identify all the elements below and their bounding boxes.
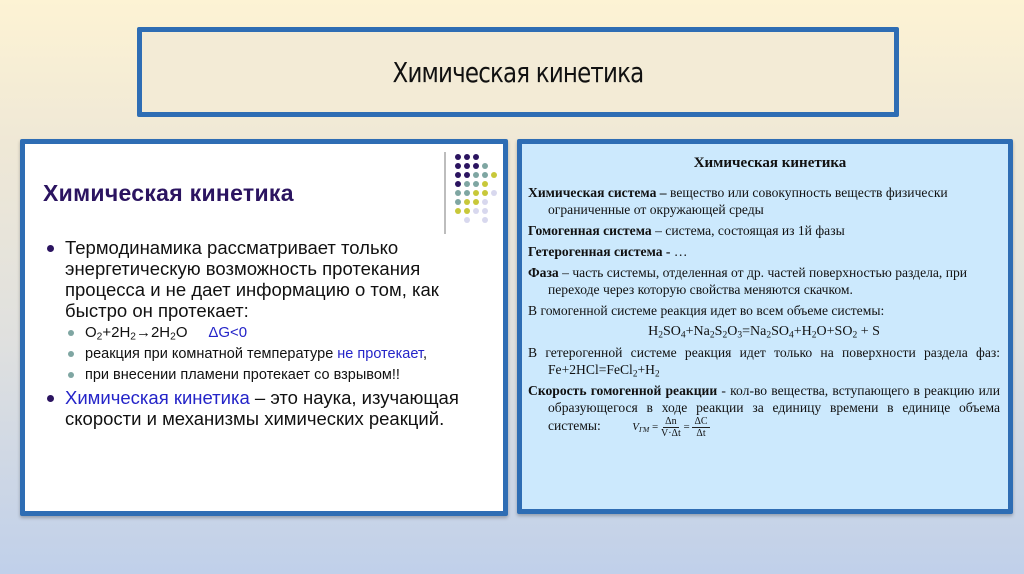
dot (464, 172, 470, 178)
heterogeneous-equation: $Fe+2HCl=FeCl_2+H_2$ (548, 362, 660, 379)
dot (464, 163, 470, 169)
dot (491, 154, 497, 160)
rate-formula: $V_{ГМ}$ = $\frac{\Delta n}{V\cdot\Delta t}$ = $\frac{\Delta C}{\Delta t}$ (632, 416, 708, 439)
dot (455, 199, 461, 205)
right-panel-heading: Химическая кинетика (693, 155, 847, 171)
dot (482, 163, 488, 169)
left-panel-heading: Химическая кинетика (43, 180, 294, 206)
dot (464, 208, 470, 214)
definition-phase: Фаза – часть системы, отделенная от др. частей поверхностью раздела, при переходе через которую свойства меняются скачком. (528, 265, 968, 297)
dot (464, 217, 470, 223)
heterogeneous-text: В гетерогенной системе реакция идет только на поверхности раздела фаз: $Fe+2HCl=FeCl_2+H_2$ (528, 345, 1000, 379)
dot (464, 154, 470, 160)
dot (455, 208, 461, 214)
dot (464, 190, 470, 196)
dot (482, 190, 488, 196)
dot (464, 199, 470, 205)
dot (482, 181, 488, 187)
sub-bullet-dot-icon (68, 372, 74, 378)
dot (482, 172, 488, 178)
dot (491, 181, 497, 187)
dot (482, 154, 488, 160)
sub-bullet-flame: при внесении пламени протекает со взрывом!! (43, 366, 503, 384)
homogeneous-text: В гомогенной системе реакция идет во всем объеме системы: (528, 303, 885, 318)
rate-definition: Скорость гомогенной реакции - кол-во вещества, вступающего в реакцию или образующегося в ходе реакции за единицу времени в единице объема системы: $V_{ГМ}$ = $\frac{\Delta n}{V\cdot\Delta t}$ = $\frac{\Delta C}{\Delta t}$ (528, 383, 1000, 439)
definition-chemical-system: Химическая система – вещество или совокупность веществ физически ограниченные от окружающей среды (528, 185, 948, 217)
bullet-kinetics-definition: Химическая кинетика – это наука, изучающая скорости и механизмы химических реакций. (43, 387, 503, 429)
homogeneous-equation: $H_2SO_4+Na_2S_2O_3=Na_2SO_4+H_2O+SO_2 + S$ (648, 324, 880, 341)
dot (482, 208, 488, 214)
dot (455, 172, 461, 178)
dot (491, 208, 497, 214)
dot-grid-icon (455, 154, 500, 226)
bullet-dot-icon (47, 395, 54, 402)
dot (455, 217, 461, 223)
slide-title-box (137, 27, 899, 117)
dot (473, 154, 479, 160)
dot (455, 154, 461, 160)
divider-line (444, 152, 446, 234)
dot (491, 217, 497, 223)
sub-bullet-dot-icon (68, 351, 74, 357)
dot (464, 181, 470, 187)
highlight-text: Химическая кинетика (65, 387, 250, 408)
dot (491, 163, 497, 169)
highlight-text: не протекает (337, 346, 423, 362)
sub-bullet-formula (43, 324, 503, 342)
sub-bullet-dot-icon (68, 330, 74, 336)
dot (491, 199, 497, 205)
dot (482, 199, 488, 205)
dot (473, 217, 479, 223)
bullet-thermodynamics (43, 237, 503, 321)
dot (473, 208, 479, 214)
left-slide-panel (20, 139, 508, 516)
dot (455, 181, 461, 187)
dot (455, 190, 461, 196)
dot (473, 181, 479, 187)
dot (473, 199, 479, 205)
left-bullet-list (43, 237, 503, 432)
definition-homogeneous: Гомогенная система – система, состоящая из 1й фазы (528, 223, 845, 238)
dot (473, 163, 479, 169)
water-formula: $O_2+2H_2\to 2H_2O$ (85, 324, 188, 343)
sub-bullet-room-temp: реакция при комнатной температуре не протекает, (43, 345, 503, 363)
dot (473, 172, 479, 178)
right-panel-content (528, 144, 1000, 443)
definition-heterogeneous: Гетерогенная система - … (528, 244, 688, 259)
dot (473, 190, 479, 196)
slide-title: Химическая кинетика (392, 55, 644, 89)
dot (491, 172, 497, 178)
dot (491, 190, 497, 196)
bullet-text: Термодинамика рассматривает только энергетическую возможность протекания процесса и не дает информацию о том, как быстро он протекает: (65, 237, 439, 321)
dot (455, 163, 461, 169)
dot (482, 217, 488, 223)
delta-g-text: ΔG<0 (208, 324, 248, 341)
right-slide-panel (517, 139, 1013, 514)
bullet-dot-icon (47, 245, 54, 252)
